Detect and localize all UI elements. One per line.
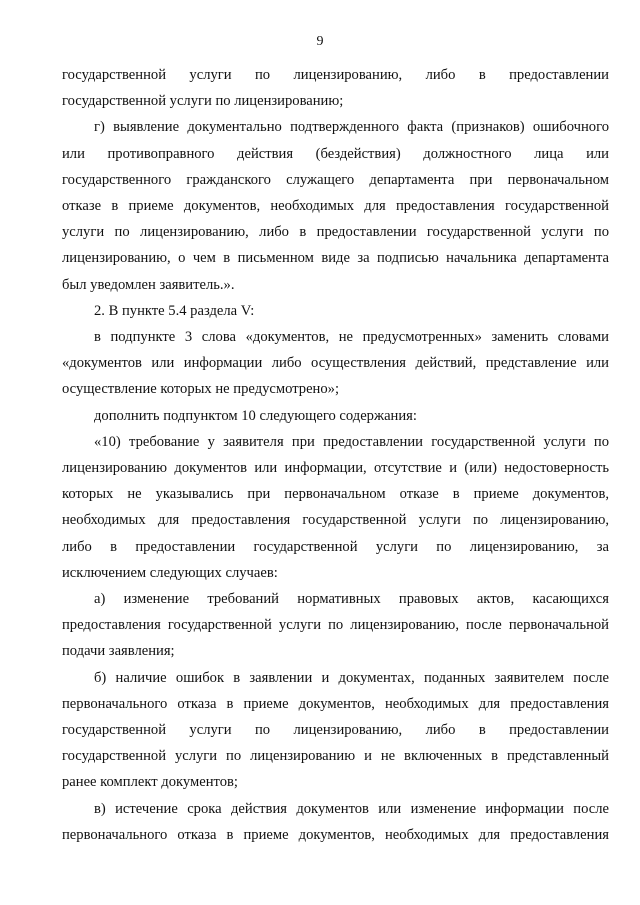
text-line: первоначального отказа в приеме документов, необходимых для предоставления (62, 826, 609, 843)
paragraph-add-subpoint (62, 403, 609, 429)
page-number: 9 (316, 34, 324, 49)
text-line: б) наличие ошибок в заявлении и документах, поданных заявителем после (94, 669, 609, 686)
text-line: отказе в приеме документов, необходимых для предоставления государственной (62, 198, 609, 215)
paragraph-item-g (62, 114, 609, 297)
paragraph-item-v (62, 796, 609, 848)
text-line: 2. В пункте 5.4 раздела V: (94, 302, 255, 319)
paragraph-point-2 (62, 298, 609, 324)
paragraph-item-a (62, 586, 609, 665)
text-line: «10) требование у заявителя при предоставлении государственной услуги по (94, 433, 609, 450)
text-line: а) изменение требований нормативных правовых актов, касающихся (94, 591, 609, 608)
text-line: ранее комплект документов; (62, 774, 238, 791)
text-line: либо в предоставлении государственной услуги по лицензированию, за (62, 538, 609, 555)
text-line: лицензированию документов или информации, отсутствие и (или) недостоверность (62, 460, 609, 477)
text-line: первоначального отказа в приеме документов, необходимых для предоставления (62, 695, 609, 712)
document-body (62, 62, 609, 848)
text-line: подачи заявления; (62, 643, 175, 660)
paragraph-continuation (62, 62, 609, 114)
text-line: государственной услуги по лицензированию; (62, 93, 344, 110)
text-line: дополнить подпунктом 10 следующего содержания: (94, 407, 417, 424)
text-line: осуществление которых не предусмотрено»; (62, 381, 340, 398)
paragraph-item-b (62, 665, 609, 796)
text-line: исключением следующих случаев: (62, 564, 278, 581)
text-line: лицензированию, о чем в письменном виде за подписью начальника департамента (62, 250, 609, 267)
text-line: предоставления государственной услуги по лицензированию, после первоначальной (62, 617, 609, 634)
text-line: необходимых для предоставления государственной услуги по лицензированию, (62, 512, 609, 529)
text-line: в подпункте 3 слова «документов, не предусмотренных» заменить словами (94, 329, 609, 346)
paragraph-subpoint-10 (62, 429, 609, 586)
text-line: г) выявление документально подтвержденного факта (признаков) ошибочного (94, 119, 609, 136)
text-line: государственной услуги по лицензированию, либо в предоставлении (62, 67, 609, 83)
text-line: был уведомлен заявитель.». (62, 276, 235, 293)
text-line: которых не указывались при первоначальном отказе в приеме документов, (62, 486, 609, 503)
paragraph-subpoint-3 (62, 324, 609, 403)
text-line: государственной услуги по лицензированию, либо в предоставлении (62, 722, 609, 739)
text-line: услуги по лицензированию, либо в предоставлении государственной услуги по (62, 224, 609, 241)
text-line: государственной услуги по лицензированию и не включенных в представленный (62, 748, 609, 765)
text-line: или противоправного действия (бездействия) должностного лица или (62, 145, 609, 162)
text-line: в) истечение срока действия документов или изменение информации после (94, 800, 609, 817)
text-line: государственного гражданского служащего департамента при первоначальном (62, 171, 609, 188)
text-line: «документов или информации либо осуществления действий, представление или (62, 355, 609, 372)
